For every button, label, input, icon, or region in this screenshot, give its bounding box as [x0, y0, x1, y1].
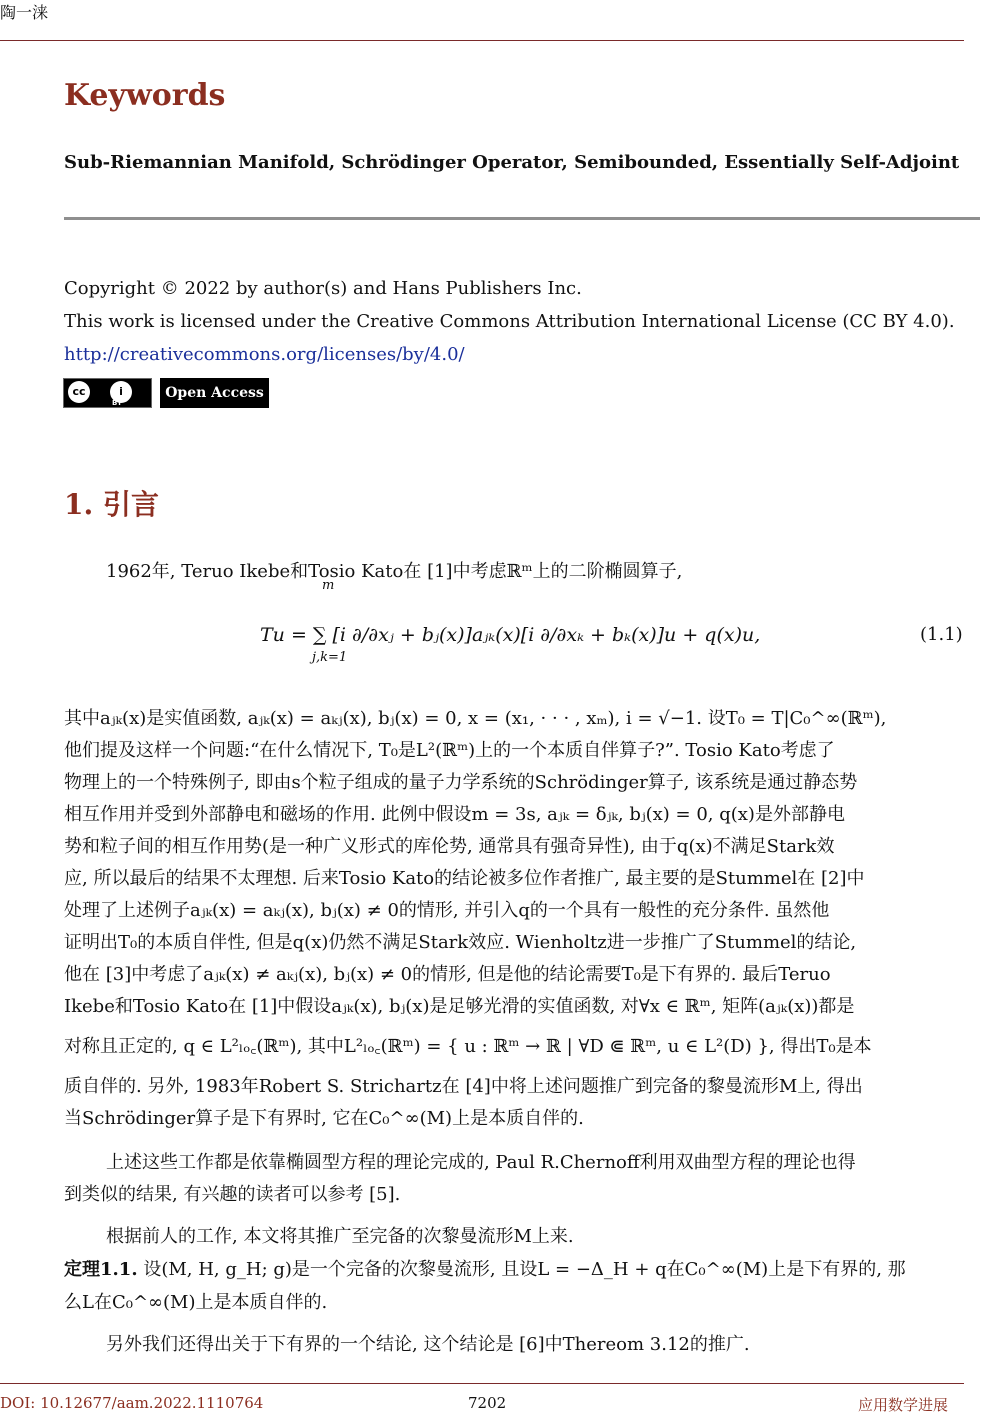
header-rule [0, 40, 964, 41]
equation-number: (1.1) [920, 624, 963, 645]
body-line: 处理了上述例子aⱼₖ(x) = aₖⱼ(x), bⱼ(x) ≠ 0的情形, 并引入q的一个具有一般性的充分条件. 虽然他 [64, 900, 830, 921]
body-line: 势和粒子间的相互作用势(是一种广义形式的库伦势, 通常具有强奇异性), 由于q(x)不满足Stark效 [64, 836, 835, 857]
footer-page-number: 7202 [468, 1394, 507, 1412]
cc-by-label: BY [112, 399, 123, 407]
body-line: 他在 [3]中考虑了aⱼₖ(x) ≠ aₖⱼ(x), bⱼ(x) ≠ 0的情形, 但是他的结论需要T₀是下有界的. 最后Teruo [64, 964, 831, 985]
keywords-divider [64, 217, 980, 220]
body-line: 其中aⱼₖ(x)是实值函数, aⱼₖ(x) = aₖⱼ(x), bⱼ(x) = 0, x = (x₁, · · · , xₘ), i = √−1. 设T₀ = T|C₀^∞(ℝᵐ), [64, 708, 887, 729]
open-access-badge[interactable]: Open Access [160, 378, 269, 408]
cc-icon: cc [68, 381, 90, 403]
running-header-author: 陶一涞 [0, 3, 49, 22]
footer-journal: 应用数学进展 [858, 1396, 949, 1414]
footer-rule [0, 1383, 964, 1384]
theorem-label: 定理1.1. [64, 1259, 138, 1280]
sum-upper-limit: m [322, 578, 335, 593]
equation-body: Tu = ∑ [i ∂/∂xⱼ + bⱼ(x)]aⱼₖ(x)[i ∂/∂xₖ + bₖ(x)]u + q(x)u, [260, 624, 761, 646]
license-link[interactable]: http://creativecommons.org/licenses/by/4.0/ [64, 344, 465, 365]
intro-paragraph: 1962年, Teruo Ikebe和Tosio Kato在 [1]中考虑ℝᵐ上的二阶椭圆算子, [106, 561, 683, 582]
keywords-heading: Keywords [64, 78, 226, 113]
person-icon: i [110, 381, 132, 403]
paragraph-line: 另外我们还得出关于下有界的一个结论, 这个结论是 [6]中Thereom 3.12的推广. [106, 1334, 750, 1355]
body-line: 质自伴的. 另外, 1983年Robert S. Strichartz在 [4]中将上述问题推广到完备的黎曼流形M上, 得出 [64, 1076, 863, 1097]
body-line: 相互作用并受到外部静电和磁场的作用. 此例中假设m = 3s, aⱼₖ = δⱼₖ, bⱼ(x) = 0, q(x)是外部静电 [64, 804, 845, 825]
paragraph-line: 根据前人的工作, 本文将其推广至完备的次黎曼流形M上来. [106, 1226, 574, 1247]
footer-doi[interactable]: DOI: 10.12677/aam.2022.1110764 [0, 1394, 264, 1412]
copyright-line: Copyright © 2022 by author(s) and Hans Publishers Inc. [64, 278, 582, 299]
license-link-row [64, 344, 465, 365]
theorem-text: 设(M, H, g_H; g)是一个完备的次黎曼流形, 且设L = −Δ_H + q在C₀^∞(M)上是下有界的, 那 [137, 1259, 906, 1280]
license-line: This work is licensed under the Creative Commons Attribution International License (CC BY 4.0). [64, 311, 955, 332]
paragraph-line: 上述这些工作都是依靠椭圆型方程的理论完成的, Paul R.Chernoff利用双曲型方程的理论也得 [106, 1152, 856, 1173]
body-line: Ikebe和Tosio Kato在 [1]中假设aⱼₖ(x), bⱼ(x)是足够光滑的实值函数, 对∀x ∈ ℝᵐ, 矩阵(aⱼₖ(x))都是 [64, 996, 855, 1017]
body-line: 对称且正定的, q ∈ L²ₗₒ꜀(ℝᵐ), 其中L²ₗₒ꜀(ℝᵐ) = { u : ℝᵐ → ℝ | ∀D ⋐ ℝᵐ, u ∈ L²(D) }, 得出T₀是本 [64, 1036, 872, 1057]
body-line: 应, 所以最后的结果不太理想. 后来Tosio Kato的结论被多位作者推广, 最主要的是Stummel在 [2]中 [64, 868, 865, 889]
theorem-line: 么L在C₀^∞(M)上是本质自伴的. [64, 1292, 328, 1313]
cc-by-badge[interactable] [63, 378, 152, 408]
sum-lower-limit: j,k=1 [312, 650, 348, 665]
body-line: 证明出T₀的本质自伴性, 但是q(x)仍然不满足Stark效应. Wienholtz进一步推广了Stummel的结论, [64, 932, 857, 953]
body-line: 他们提及这样一个问题:“在什么情况下, T₀是L²(ℝᵐ)上的一个本质自伴算子?”. Tosio Kato考虑了 [64, 740, 835, 761]
paragraph-line: 到类似的结果, 有兴趣的读者可以参考 [5]. [64, 1184, 401, 1205]
theorem-line [64, 1255, 906, 1281]
body-line: 物理上的一个特殊例子, 即由s个粒子组成的量子力学系统的Schrödinger算子, 该系统是通过静态势 [64, 772, 858, 793]
section-title: 1. 引言 [64, 488, 159, 521]
body-line: 当Schrödinger算子是下有界时, 它在C₀^∞(M)上是本质自伴的. [64, 1108, 584, 1129]
keywords-text: Sub-Riemannian Manifold, Schrödinger Operator, Semibounded, Essentially Self-Adjoint [64, 152, 960, 173]
